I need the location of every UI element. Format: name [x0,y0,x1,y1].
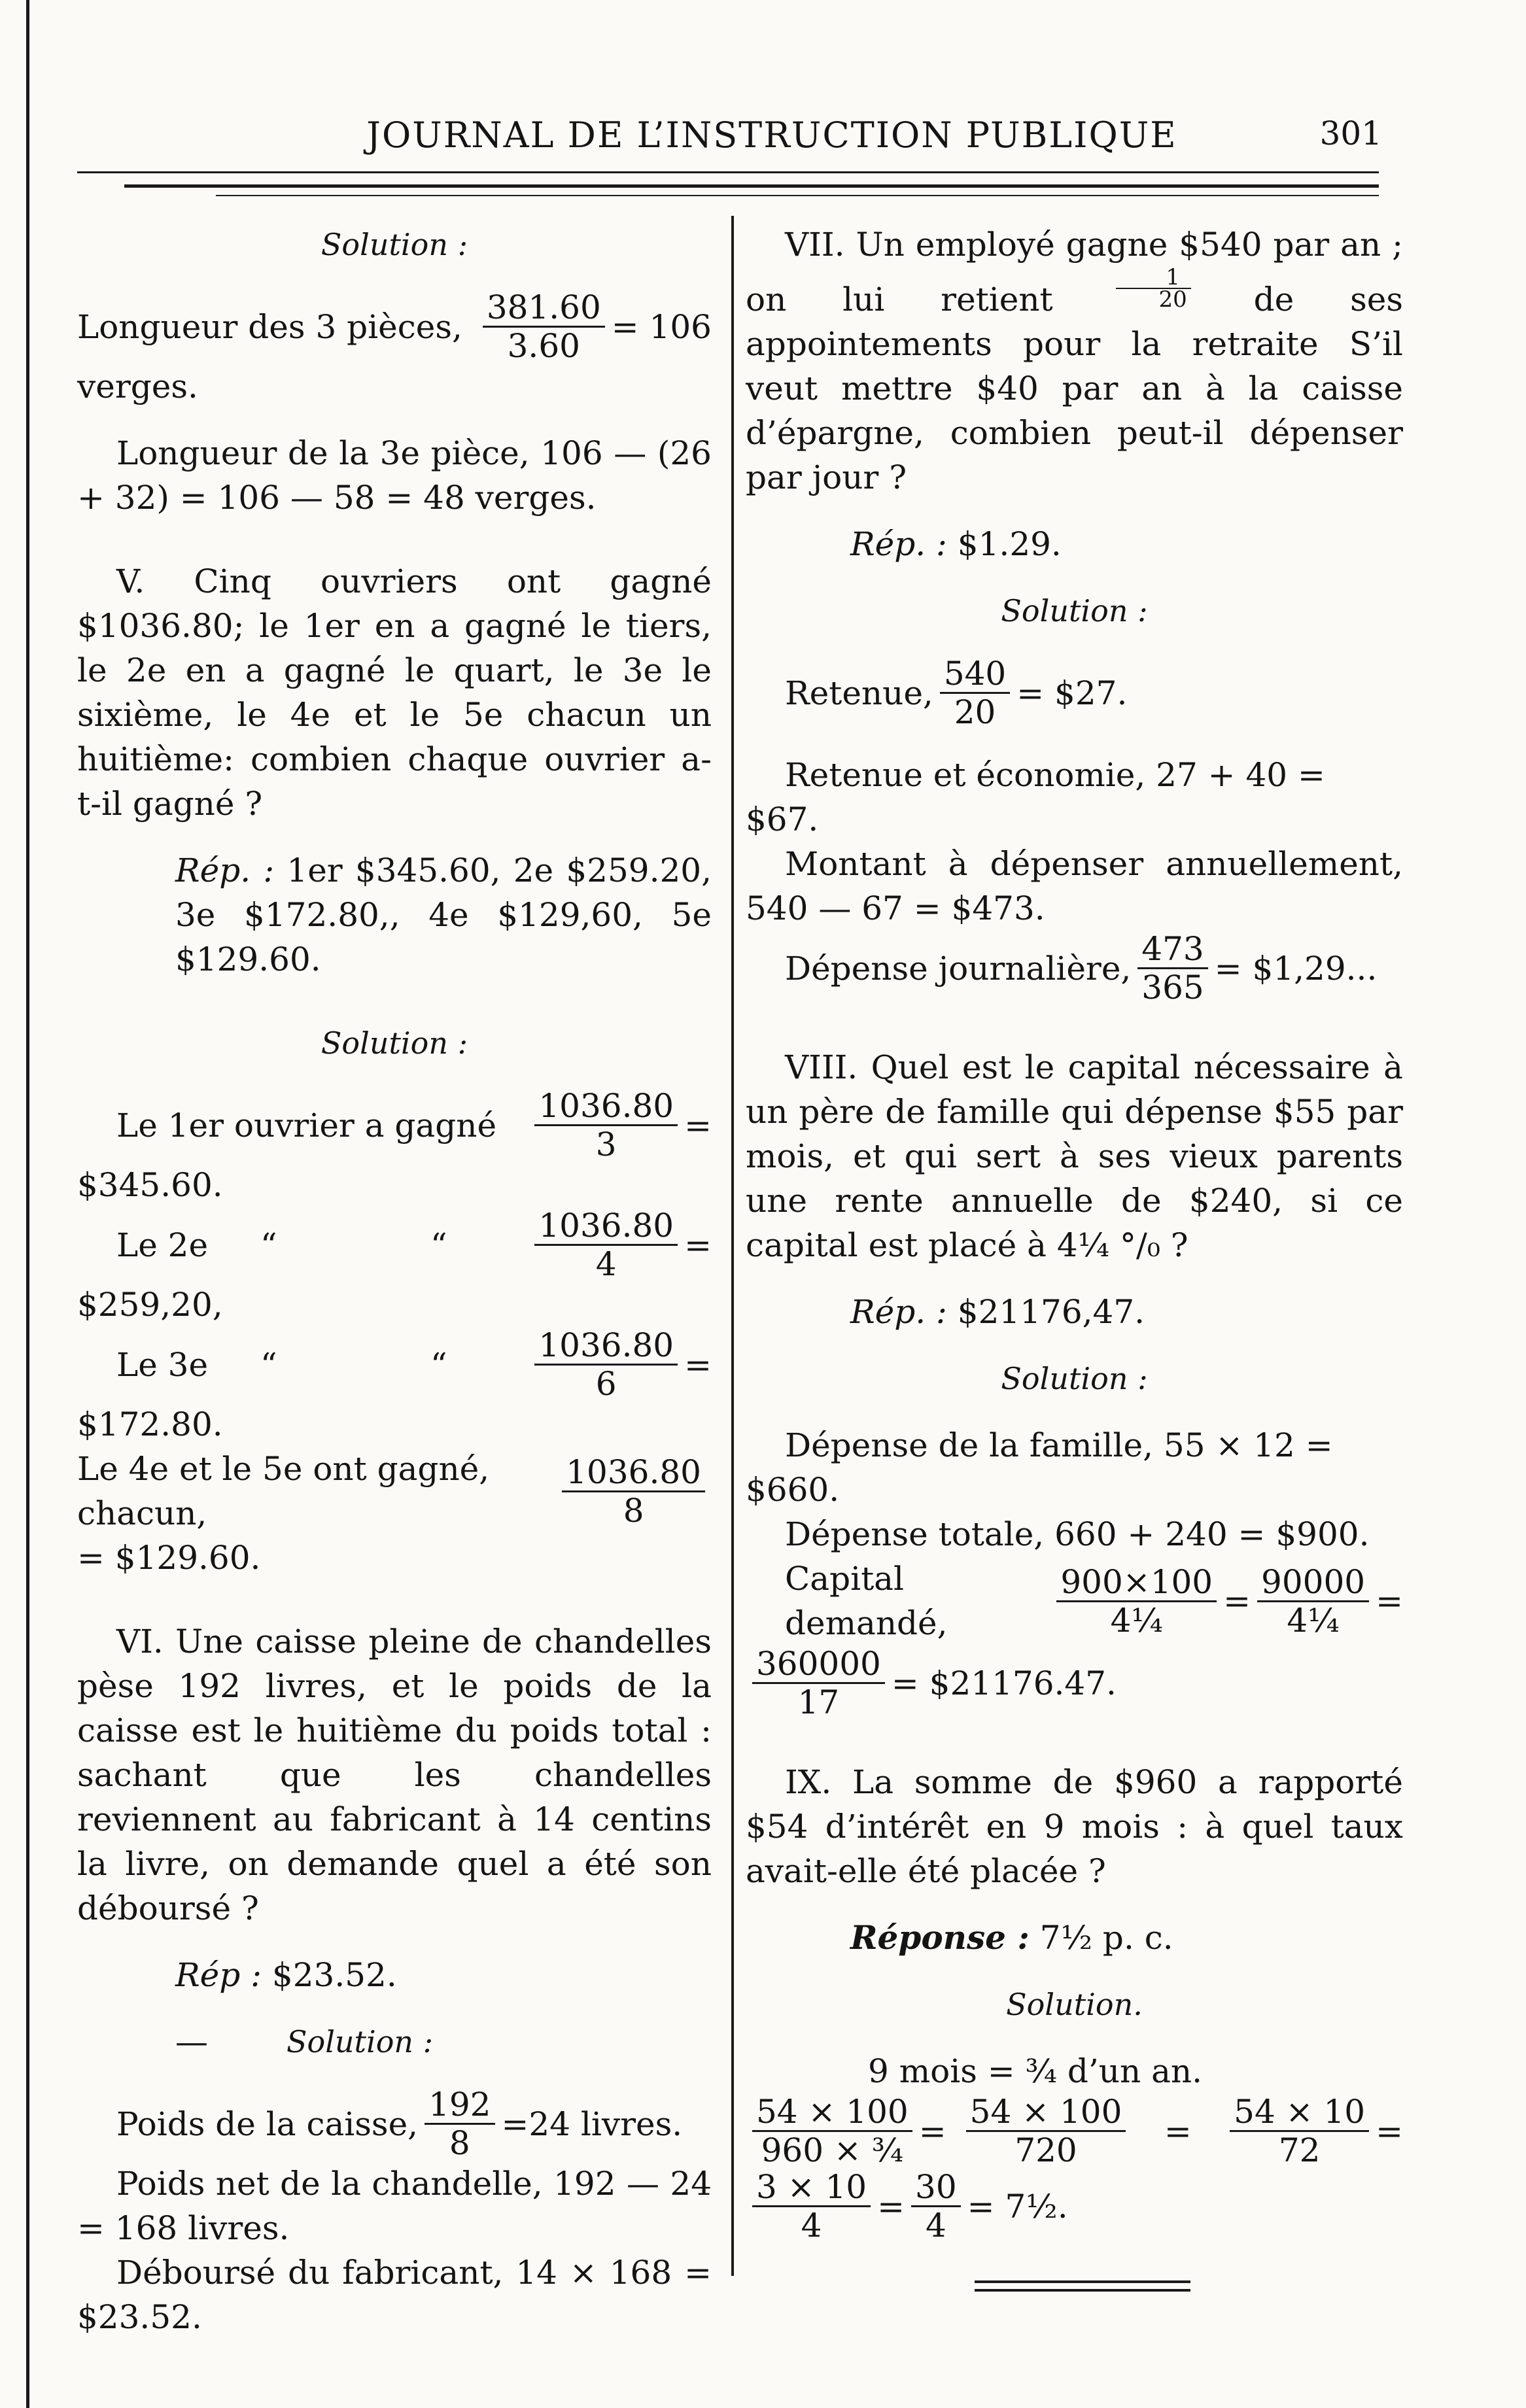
ditto-mark: “ [260,1345,277,1384]
equals-sign: = [1376,1582,1403,1620]
header-rule-thin [77,171,1379,173]
fraction [425,2086,494,2161]
problem-vii-text [746,222,1403,500]
column-divider [731,216,734,2276]
fraction-numerator: 3 × 10 [752,2169,871,2207]
solution-text: Le 4e et le 5e ont gagné, chacun, [77,1450,490,1532]
fraction [1137,931,1207,1006]
solution-text: Longueur de la 3e pièce, 106 — (26 + 32) = 106 — 58 = 48 verges. [77,434,712,517]
header-rule-thin-lower [216,195,1379,196]
fraction-denominator: 20 [1158,286,1187,313]
fraction [483,289,605,364]
fraction [752,1645,885,1721]
solution-heading: Solution : [321,227,468,262]
fraction [752,2169,871,2244]
solution-text: Dépense de la famille, 55 × 12 = $660. [746,1426,1333,1509]
solution-line [746,2093,1403,2169]
solution-text: =24 livres. [501,2105,683,2143]
fraction-denominator: 3.60 [507,327,580,365]
solution-line [77,1207,712,1282]
solution-result: $345.60. [77,1166,223,1204]
solution-line [77,2086,712,2161]
fraction [1116,264,1191,313]
fraction-denominator: 20 [954,693,996,731]
equals-sign: = [918,2112,946,2150]
fraction-numerator: 1036.80 [534,1088,678,1126]
solution-text: = $1,29... [1214,949,1378,988]
fraction-denominator: 4 [595,1245,617,1283]
solution-text: = $27. [1016,674,1128,712]
page-header [72,114,1395,160]
solution-line [746,1645,1403,1721]
fraction [940,655,1010,731]
fraction-denominator: 4¼ [1110,1601,1163,1640]
fraction-numerator: 540 [940,655,1010,694]
solution-heading: Solution. [1006,1987,1143,2022]
answer-text: $23.52. [271,1956,397,1994]
solution-text: Capital demandé, [785,1560,948,1642]
solution-text: Le 3e [116,1345,209,1384]
solution-line [77,1447,712,1536]
header-rule-thick [124,184,1379,188]
solution-text: Retenue, [785,674,933,712]
solution-text: = 7½. [967,2187,1068,2226]
end-rule-top [975,2280,1190,2283]
equals-sign: = [684,1106,712,1144]
fraction-numerator: 30 [911,2169,961,2207]
journal-title: JOURNAL DE L’INSTRUCTION PUBLIQUE [366,114,1177,156]
fraction [1056,1564,1217,1639]
solution-line [746,1557,1403,1645]
ditto-mark: “ [430,1345,447,1384]
fraction [534,1327,678,1402]
solution-text: Montant à dépenser annuellement, 540 — 67 = $473. [746,845,1403,927]
solution-line [746,931,1403,1006]
answer-label: Rép. : [850,1293,947,1331]
equals-sign: = [1164,2112,1192,2150]
fraction-numerator: 381.60 [483,289,605,328]
solution-text: 9 mois = ¾ d’un an. [867,2052,1202,2090]
solution-text: Retenue et économie, 27 + 40 = $67. [746,756,1325,838]
fraction [534,1088,678,1163]
solution-line [77,1088,712,1163]
fraction-numerator: 192 [425,2086,494,2125]
problem-viii-text: VIII. Quel est le capital nécessaire à un père de famille qui dépense $55 par mois, et qui sert à ses vieux parents une rente annuelle de $240, si ce capital est placé à 4¼ °/₀ ? [746,1048,1403,1264]
right-column [746,222,1403,2244]
equals-sign: = [684,1226,712,1264]
fraction-numerator: 54 × 10 [1230,2093,1369,2132]
solution-text: Dépense journalière, [785,949,1132,988]
page-binding-edge [26,0,29,2408]
fraction-numerator: 1036.80 [534,1207,678,1246]
fraction-denominator: 4 [801,2207,822,2245]
fraction-denominator: 4¼ [1287,1601,1340,1640]
fraction-denominator: 960 × ¾ [761,2131,904,2169]
end-rule-bottom [975,2289,1190,2292]
solution-text: Poids net de la chandelle, 192 — 24 = 168 livres. [77,2165,712,2247]
problem-ix-answer [746,1916,1403,1960]
solution-text: Poids de la caisse, [116,2105,419,2143]
answer-label: Réponse : [850,1918,1030,1957]
fraction-numerator: 360000 [752,1645,885,1684]
problem-vi-answer [77,1953,712,1997]
equals-sign: = [684,1345,712,1384]
problem-viii-answer [746,1290,1403,1334]
fraction-numerator: 54 × 100 [752,2093,912,2132]
ditto-mark: “ [430,1226,447,1264]
solution-result: $259,20, [77,1286,223,1324]
fraction-numerator: 1 [1116,267,1191,289]
solution-heading: Solution : [1001,593,1148,628]
fraction [562,1454,705,1529]
fraction-denominator: 720 [1014,2131,1077,2169]
problem-vi-text: VI. Une caisse pleine de chandelles pèse 192 livres, et le poids de la caisse est le huitième du poids total : sachant que les chandelles reviennent au fabricant à 14 centins la livre, on demande quel a été son déboursé ? [77,1623,712,1927]
answer-text: $21176,47. [957,1293,1145,1331]
answer-label: Rép : [175,1956,262,1994]
fraction-numerator: 1036.80 [562,1454,705,1492]
fraction-numerator: 54 × 100 [966,2093,1126,2132]
fraction-denominator: 72 [1278,2131,1321,2169]
dash: — [175,2023,208,2061]
fraction-denominator: 3 [595,1126,617,1163]
fraction [911,2169,961,2244]
fraction [1257,1564,1369,1639]
problem-v-text: V. Cinq ouvriers ont gagné $1036.80; le 1er en a gagné le tiers, le 2e en a gagné le quart, le 3e le sixième, le 4e et le 5e chacun un huitième: combien chaque ouvrier a-t-il gagné ? [77,562,712,823]
solution-heading-row [77,2020,712,2064]
solution-result: = $129.60. [77,1539,261,1577]
fraction [752,2093,912,2169]
solution-line [746,2169,1403,2244]
solution-text: Le 2e [116,1226,209,1264]
problem-vii-answer [746,522,1403,566]
equals-sign: = [1223,1582,1251,1620]
solution-text: Déboursé du fabricant, 14 × 168 = $23.52. [77,2254,712,2336]
answer-label: Rép. : [850,525,947,563]
fraction-denominator: 17 [797,1683,840,1721]
equals-sign: = [1376,2112,1403,2150]
equals-sign: = [877,2187,905,2226]
solution-text: Longueur des 3 pièces, [77,307,462,346]
solution-text: = $21176.47. [891,1664,1117,1702]
problem-v-answer [77,848,712,982]
answer-text: $1.29. [957,525,1062,563]
answer-text: 1er $345.60, 2e $259.20, 3e $172.80,, 4e $129,60, 5e $129.60. [175,851,712,978]
fraction-denominator: 4 [925,2207,946,2245]
solution-line [77,289,712,364]
solution-text: = 106 [611,307,712,346]
solution-text: Dépense totale, 660 + 240 = $900. [785,1515,1370,1553]
fraction-numerator: 473 [1137,931,1207,969]
solution-result: $172.80. [77,1405,223,1443]
fraction-denominator: 6 [595,1365,617,1403]
fraction-denominator: 365 [1141,969,1204,1006]
left-column [77,222,712,2339]
problem-text: de ses appointements pour la retraite S’il veut mettre $40 par an à la caisse d’épargne, combien peut-il dépenser par jour ? [746,281,1403,496]
fraction [966,2093,1126,2169]
fraction [534,1207,678,1282]
fraction-numerator: 1036.80 [534,1327,678,1366]
solution-heading: Solution : [1001,1361,1148,1396]
solution-heading: Solution : [321,1025,468,1061]
answer-label: Rép. : [175,851,275,889]
solution-text: Le 1er ouvrier a gagné [116,1106,497,1144]
page-number: 301 [1319,114,1382,152]
fraction-denominator: 8 [623,1491,644,1530]
problem-ix-text: IX. La somme de $960 a rapporté $54 d’intérêt en 9 mois : à quel taux avait-elle été placée ? [746,1763,1403,1890]
fraction-numerator: 90000 [1257,1564,1369,1602]
answer-text: 7½ p. c. [1039,1919,1173,1957]
fraction-numerator: 900×100 [1056,1564,1217,1602]
problem-text: VII. Un employé gagne $540 par an ; on lui retient [746,226,1403,318]
solution-line [746,655,1403,731]
solution-heading: Solution : [286,2024,434,2059]
fraction [1230,2093,1369,2169]
solution-text: verges. [77,368,198,405]
fraction-denominator: 8 [449,2124,470,2162]
solution-line [77,1327,712,1402]
ditto-mark: “ [260,1226,277,1264]
